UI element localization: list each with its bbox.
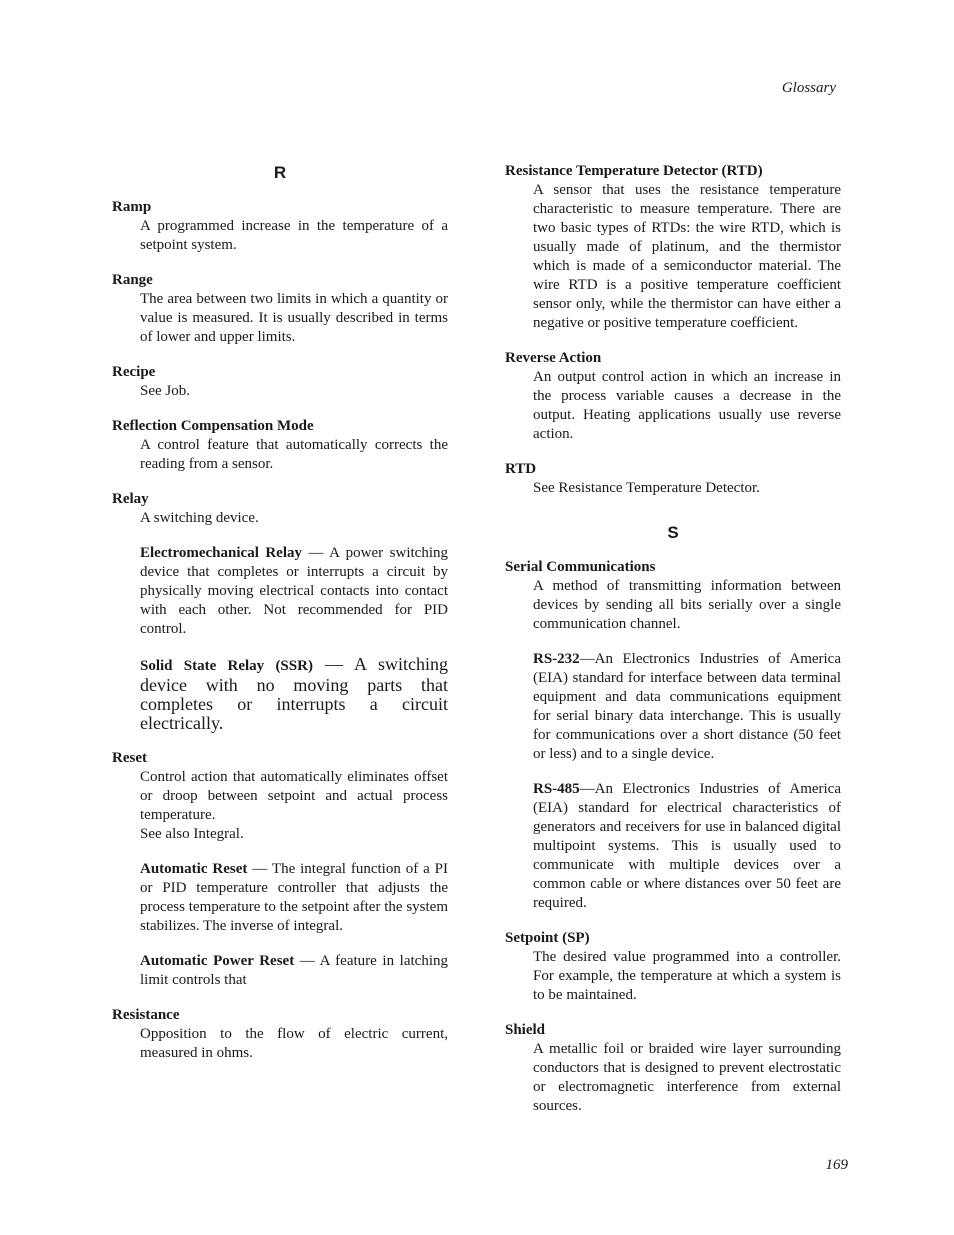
term-range: Range: [112, 272, 153, 288]
subterm-automatic-reset: Automatic Reset: [140, 861, 248, 877]
subentry-electromechanical-relay: [140, 544, 448, 639]
subtext-automatic-reset: — The integral function of a PI or PID temperature controller that adjusts the process temperature to the setpoint after the system stabilizes. The inverse of integral.: [140, 861, 449, 934]
definition-reset-see-also: See also Integral.: [140, 826, 244, 842]
glossary-entry-ramp: [112, 198, 448, 255]
definition-rtd: See Resistance Temperature Detector.: [533, 480, 760, 496]
subentry-rs-232: [533, 650, 841, 764]
glossary-entry-relay: [112, 490, 448, 733]
subentry-solid-state-relay: [140, 655, 448, 733]
term-reflection: Reflection Compensation Mode: [112, 418, 314, 434]
definition-relay: A switching device.: [140, 510, 259, 526]
glossary-entry-resistance: [112, 1006, 448, 1063]
definition-resistance: Opposition to the flow of electric current, measured in ohms.: [140, 1026, 448, 1061]
glossary-entry-setpoint: [505, 929, 841, 1005]
subtext-rs-485: —An Electronics Industries of America (EIA) standard for electrical characteristics of generators and receivers for use in balanced digital multipoint systems. This is usually used to communicate with multiple devices over a common cable or where distances over 50 feet are required.: [533, 781, 841, 911]
section-letter-r: R: [273, 163, 287, 182]
subterm-solid-state-relay: Solid State Relay (SSR): [140, 658, 313, 674]
definition-reverse-action: An output control action in which an increase in the process variable causes a decrease in the output. Heating applications usually use reverse action.: [533, 369, 841, 442]
definition-shield: A metallic foil or braided wire layer surrounding conductors that is designed to prevent electrostatic or electromagnetic interference from external sources.: [533, 1041, 841, 1114]
glossary-entry-rtd-full: [505, 162, 841, 333]
glossary-entry-range: [112, 271, 448, 347]
definition-reflection: A control feature that automatically corrects the reading from a sensor.: [140, 437, 448, 472]
subterm-automatic-power-reset: Automatic Power Reset: [140, 953, 295, 969]
subentry-automatic-power-reset: [140, 952, 448, 990]
subtext-solid-state-relay: — A switching device with no moving parts that completes or interrupts a circuit electrically.: [140, 654, 448, 733]
glossary-entry-shield: [505, 1021, 841, 1116]
term-resistance: Resistance: [112, 1007, 180, 1023]
definition-setpoint: The desired value programmed into a controller. For example, the temperature at which a system is to be maintained.: [533, 949, 841, 1003]
term-relay: Relay: [112, 491, 149, 507]
definition-range: The area between two limits in which a quantity or value is measured. It is usually described in terms of lower and upper limits.: [140, 291, 448, 345]
definition-reset-text: Control action that automatically eliminates offset or droop between setpoint and actual process temperature.: [140, 769, 448, 823]
term-rtd-full: Resistance Temperature Detector (RTD): [505, 163, 763, 179]
glossary-entry-serial-communications: [505, 558, 841, 913]
term-reset: Reset: [112, 750, 147, 766]
term-rtd: RTD: [505, 461, 537, 477]
subtext-electromechanical-relay: — A power switching device that completes or interrupts a circuit by physically moving electrical contacts into contact with each other. Not recommended for PID control.: [140, 545, 448, 637]
term-serial-communications: Serial Communications: [505, 559, 656, 575]
glossary-entry-reset: [112, 749, 448, 990]
glossary-entry-rtd: [505, 460, 841, 498]
page-header-title: Glossary: [781, 80, 836, 96]
term-setpoint: Setpoint (SP): [505, 930, 590, 946]
subtext-rs-232: —An Electronics Industries of America (EIA) standard for interface between data terminal equipment and data communications equipment for serial binary data interchange. This is usually for communications over a short distance (50 feet or less) and to a single device.: [533, 651, 841, 762]
subentry-rs-485: [533, 780, 841, 913]
subterm-electromechanical-relay: Electromechanical Relay: [140, 545, 303, 561]
subterm-rs-232: RS-232: [533, 651, 580, 667]
definition-ramp: A programmed increase in the temperature of a setpoint system.: [140, 218, 448, 253]
subterm-rs-485: RS-485: [533, 781, 580, 797]
term-recipe: Recipe: [112, 364, 156, 380]
definition-reset: [140, 768, 448, 844]
right-column: [505, 162, 841, 1132]
definition-recipe: See Job.: [140, 383, 190, 399]
subentry-automatic-reset: [140, 860, 448, 936]
section-letter-s: S: [667, 523, 679, 542]
definition-rtd-full: A sensor that uses the resistance temperature characteristic to measure temperature. There are two basic types of RTDs: the wire RTD, which is usually made of platinum, and the thermistor which is made of a semiconductor material. The wire RTD is a positive temperature coefficient sensor only, while the thermistor can have either a negative or positive temperature coefficient.: [533, 182, 841, 331]
glossary-entry-reverse-action: [505, 349, 841, 444]
left-column: [112, 162, 448, 1079]
term-shield: Shield: [505, 1022, 546, 1038]
page-number: 169: [825, 1157, 848, 1173]
definition-serial-communications: A method of transmitting information between devices by sending all bits serially over a single communication channel.: [533, 578, 841, 632]
glossary-entry-reflection: [112, 417, 448, 474]
glossary-entry-recipe: [112, 363, 448, 401]
term-reverse-action: Reverse Action: [505, 350, 602, 366]
subtext-automatic-power-reset: — A feature in latching limit controls that: [140, 953, 448, 988]
term-ramp: Ramp: [112, 199, 152, 215]
